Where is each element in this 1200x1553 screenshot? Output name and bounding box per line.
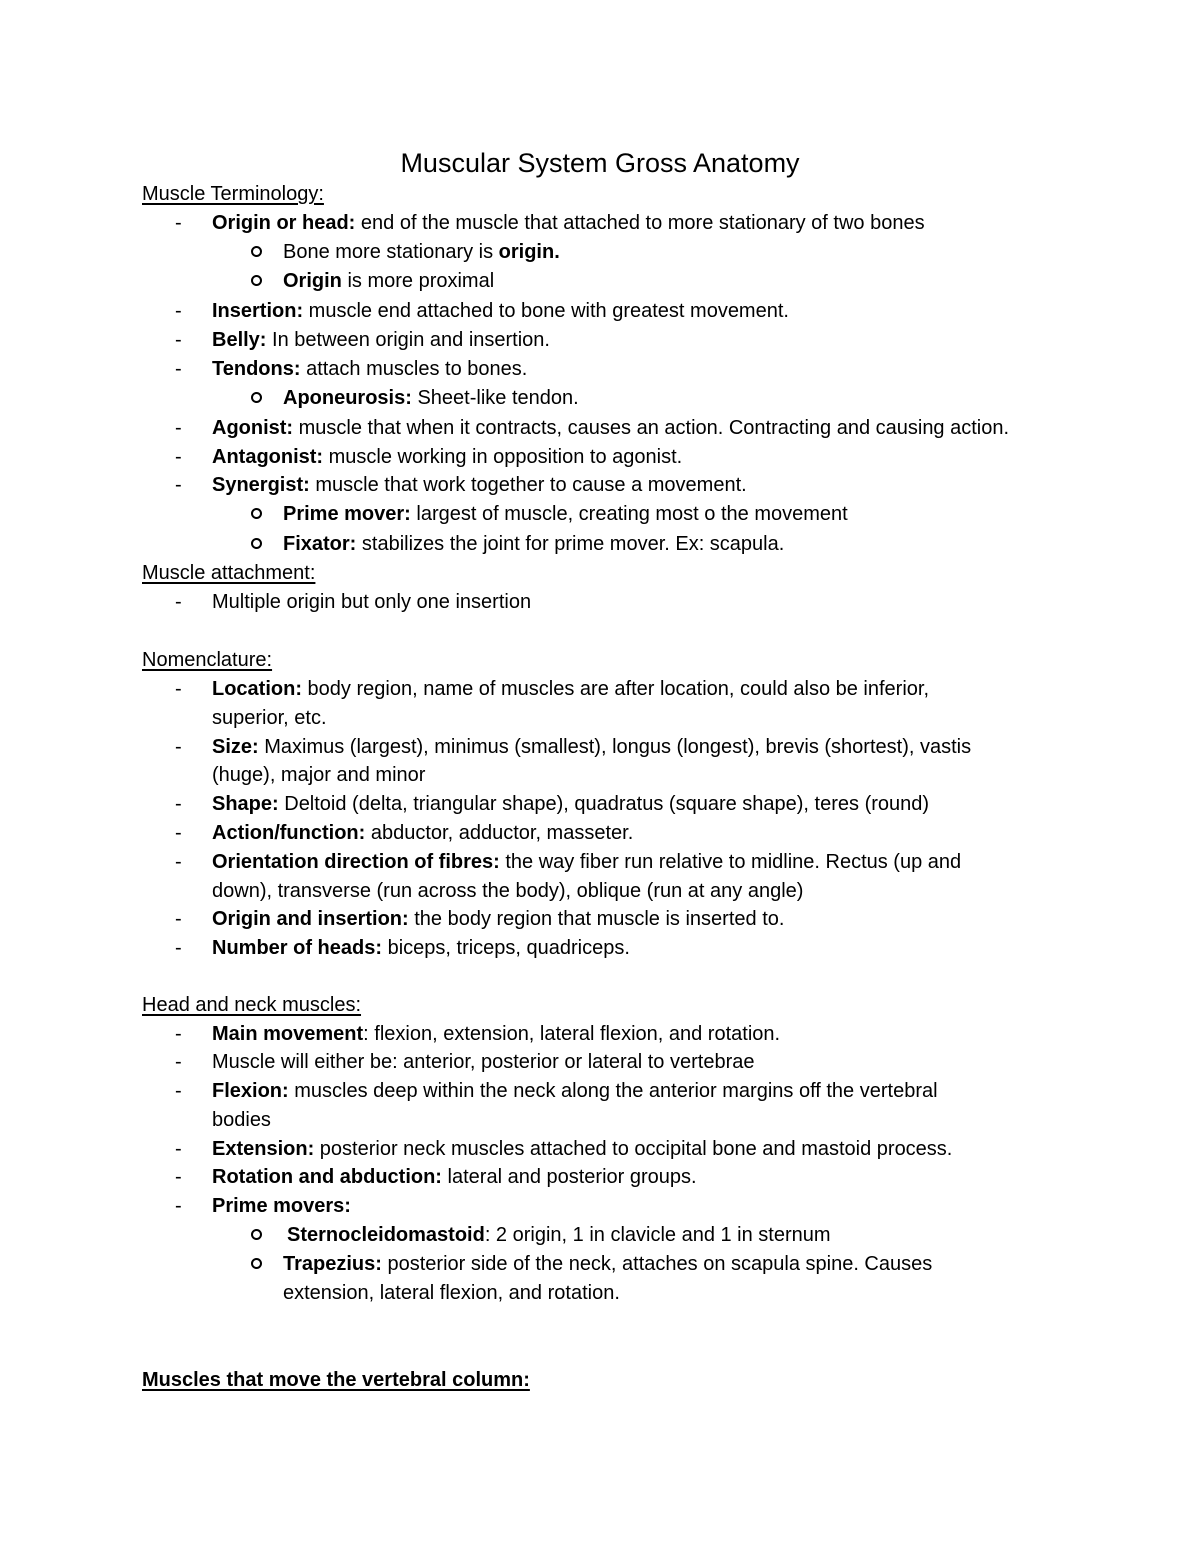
list-item: Extension: posterior neck muscles attached to occipital bone and mastoid process. xyxy=(212,1138,953,1160)
dash-bullet: - xyxy=(175,822,182,844)
list-item: Muscle will either be: anterior, posterior or lateral to vertebrae xyxy=(212,1051,755,1073)
list-item: Tendons: attach muscles to bones. xyxy=(212,358,528,380)
list-item: Main movement: flexion, extension, lateral flexion, and rotation. xyxy=(212,1023,781,1045)
list-item: Shape: Deltoid (delta, triangular shape), quadratus (square shape), teres (round) xyxy=(212,793,930,815)
list-item: Origin is more proximal xyxy=(283,270,495,292)
list-item: Size: Maximus (largest), minimus (smallest), longus (longest), brevis (shortest), vastis xyxy=(212,736,972,758)
circle-bullet xyxy=(251,538,262,549)
list-item: Origin and insertion: the body region that muscle is inserted to. xyxy=(212,908,785,930)
dash-bullet: - xyxy=(175,329,182,351)
dash-bullet: - xyxy=(175,678,182,700)
list-item: Action/function: abductor, adductor, masseter. xyxy=(212,822,634,844)
dash-bullet: - xyxy=(175,358,182,380)
list-item: Prime movers: xyxy=(212,1195,351,1217)
list-item-continuation: superior, etc. xyxy=(212,707,327,729)
list-item: Bone more stationary is origin. xyxy=(283,241,560,263)
list-item: Aponeurosis: Sheet-like tendon. xyxy=(283,387,579,409)
list-item: Rotation and abduction: lateral and posterior groups. xyxy=(212,1166,697,1188)
list-item: Belly: In between origin and insertion. xyxy=(212,329,550,351)
dash-bullet: - xyxy=(175,474,182,496)
dash-bullet: - xyxy=(175,736,182,758)
dash-bullet: - xyxy=(175,1051,182,1073)
circle-bullet xyxy=(251,392,262,403)
dash-bullet: - xyxy=(175,1080,182,1102)
list-item: Prime mover: largest of muscle, creating most o the movement xyxy=(283,503,848,525)
circle-bullet xyxy=(251,275,262,286)
dash-bullet: - xyxy=(175,1138,182,1160)
list-item: Orientation direction of fibres: the way fiber run relative to midline. Rectus (up and xyxy=(212,851,962,873)
dash-bullet: - xyxy=(175,937,182,959)
circle-bullet xyxy=(251,246,262,257)
document-title: Muscular System Gross Anatomy xyxy=(400,148,800,178)
list-item: Insertion: muscle end attached to bone with greatest movement. xyxy=(212,300,789,322)
list-item: Flexion: muscles deep within the neck along the anterior margins off the vertebral xyxy=(212,1080,938,1102)
list-item: Multiple origin but only one insertion xyxy=(212,591,532,613)
section-heading-head-neck: Head and neck muscles: xyxy=(142,994,362,1016)
dash-bullet: - xyxy=(175,300,182,322)
list-item: Trapezius: posterior side of the neck, attaches on scapula spine. Causes xyxy=(283,1253,933,1275)
list-item: Sternocleidomastoid: 2 origin, 1 in clavicle and 1 in sternum xyxy=(287,1224,831,1246)
section-heading-vertebral: Muscles that move the vertebral column: xyxy=(142,1369,530,1391)
section-heading-nomenclature: Nomenclature: xyxy=(142,649,273,671)
circle-bullet xyxy=(251,1258,262,1269)
list-item: Synergist: muscle that work together to cause a movement. xyxy=(212,474,747,496)
dash-bullet: - xyxy=(175,793,182,815)
dash-bullet: - xyxy=(175,417,182,439)
dash-bullet: - xyxy=(175,212,182,234)
dash-bullet: - xyxy=(175,446,182,468)
dash-bullet: - xyxy=(175,591,182,613)
dash-bullet: - xyxy=(175,1023,182,1045)
dash-bullet: - xyxy=(175,908,182,930)
list-item: Location: body region, name of muscles are after location, could also be inferior, xyxy=(212,678,930,700)
section-heading-attachment: Muscle attachment: xyxy=(142,562,316,584)
dash-bullet: - xyxy=(175,851,182,873)
list-item-continuation: bodies xyxy=(212,1109,271,1131)
circle-bullet xyxy=(251,508,262,519)
list-item-continuation: down), transverse (run across the body), oblique (run at any angle) xyxy=(212,880,804,902)
list-item: Antagonist: muscle working in opposition to agonist. xyxy=(212,446,683,468)
dash-bullet: - xyxy=(175,1195,182,1217)
list-item-continuation: extension, lateral flexion, and rotation. xyxy=(283,1282,620,1304)
list-item: Origin or head: end of the muscle that attached to more stationary of two bones xyxy=(212,212,925,234)
section-heading-terminology: Muscle Terminology: xyxy=(142,183,324,205)
list-item: Number of heads: biceps, triceps, quadriceps. xyxy=(212,937,630,959)
list-item: Fixator: stabilizes the joint for prime mover. Ex: scapula. xyxy=(283,533,785,555)
list-item: Agonist: muscle that when it contracts, causes an action. Contracting and causing action. xyxy=(212,417,1010,439)
dash-bullet: - xyxy=(175,1166,182,1188)
circle-bullet xyxy=(251,1229,262,1240)
list-item-continuation: (huge), major and minor xyxy=(212,764,426,786)
